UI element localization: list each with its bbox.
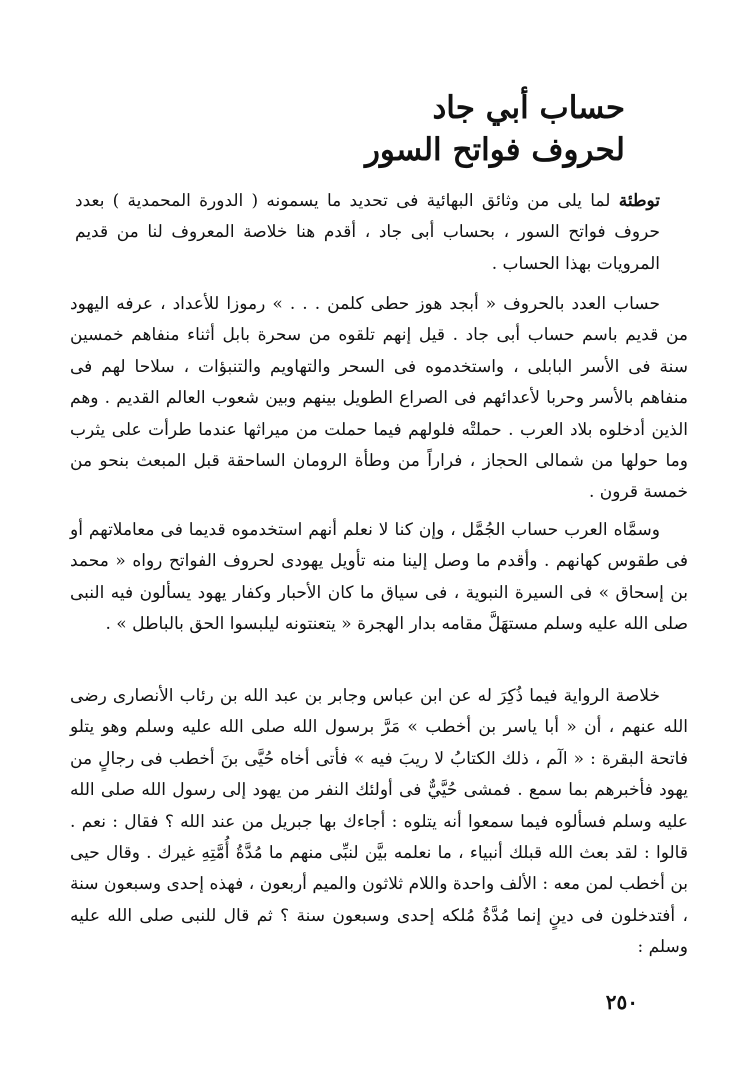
intro-paragraph (75, 186, 660, 280)
intro-lead-word: توطئة (618, 191, 660, 211)
chapter-title-line-1: حساب أبي جاد (432, 90, 625, 126)
body-paragraph-1: حساب العدد بالحروف « أبجد هوز حطى كلمن . . . » رموزا للأعداد ، عرفه اليهود من قديم باسم حساب أبى جاد . قيل إنهم تلقوه من سحرة بابل أثناء منفاهم خمسين سنة فى الأسر البابلى ، واستخدموه فى السحر والتهاويم والتنبؤات ، سلاحا لهم فى منفاهم بالأسر وحربا لأعدائهم فى الصراع الطويل بينهم وبين شعوب العالم القديم . وهم الذين أدخلوه بلاد العرب . حملتْه فلولهم فيما حملت من ميراثها عندما طرأت على يثرب وما حولها من شمالى الحجاز ، فراراً من وطأة الرومان الساحقة قبل المبعث بنحو من خمسة قرون . (70, 294, 688, 503)
body-paragraph-2: وسمَّاه العرب حساب الجُمَّل ، وإن كنا لا نعلم أنهم استخدموه قديما فى معاملاتهم أو فى طقوس كهانهم . وأقدم ما وصل إلينا منه تأويل يهودى لحروف الفواتح رواه « محمد بن إسحاق » فى السيرة النبوية ، فى سياق ما كان الأحبار وكفار يهود يسألون فيه النبى صلى الله عليه وسلم مستهَلَّ مقامه بدار الهجرة « يتعنتونه ليلبسوا الحق بالباطل » . (70, 520, 688, 635)
body-paragraph-3: خلاصة الرواية فيما ذُكِرَ له عن ابن عباس وجابر بن عبد الله بن رئاب الأنصارى رضى الله عنهم ، أن « أبا ياسر بن أخطب » مَرَّ برسول الله صلى الله عليه وسلم وهو يتلو فاتحة البقرة : « الٓم ، ذلك الكتابُ لا ريبَ فيه » فأتى أخاه حُيَّى بنَ أخطب فى رجالٍ من يهود فأخبرهم بما سمع . فمشى حُيَّيٌّ فى أولئك النفر من يهود إلى رسول الله صلى الله عليه وسلم فسألوه فيما سمعوا أنه يتلوه : أجاءك بها جبريل من عند الله ؟ فقال : نعم . قالوا : لقد بعث الله قبلك أنبياء ، ما نعلمه بيَّن لنبِّى منهم ما مُدَّةُ أُمَّتِهِ غيرك . وقال حيى بن أخطب لمن معه : الألف واحدة واللام ثلاثون والميم أربعون ، فهذه إحدى وسبعون سنة ، أفتدخلون فى دينٍ إنما مُدَّةُ مُلكه إحدى وسبعون سنة ؟ ثم قال للنبى صلى الله عليه وسلم : (70, 686, 688, 958)
chapter-title-line-2: لحروف فواتح السور (364, 132, 625, 168)
page-number: ٢٥٠ (605, 990, 638, 1014)
intro-text: لما يلى من وثائق البهائية فى تحديد ما يسمونه ( الدورة المحمدية ) بعدد حروف فواتح السور ، بحساب أبى جاد ، أقدم هنا خلاصة المعروف لنا من قديم المرويات بهذا الحساب . (75, 191, 660, 274)
